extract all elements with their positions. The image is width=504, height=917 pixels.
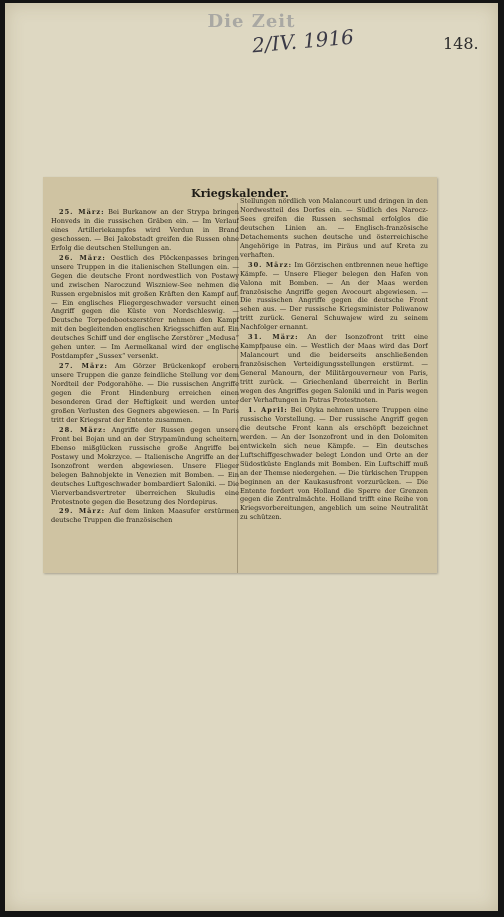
entry-date: 25. März: bbox=[59, 208, 105, 216]
entry-text: Am Görzer Brückenkopf erobern unsere Truppen die ganze feindliche Stellung vor dem Nordteil der Podgorahöhe. — Die russischen Angriffe gegen die Front Hindenburg erreichen einen besonderen Grad der Heftigkeit und werden unter großen Verlusten des Gegners abgewiesen. — In Paris tritt der Kriegsrat der Entente zusammen. bbox=[51, 362, 239, 424]
right-column bbox=[240, 197, 428, 569]
entry-date: 28. März: bbox=[59, 425, 107, 434]
newspaper-title: Die Zeit bbox=[207, 11, 296, 32]
entry-text: Im Görzischen entbrennen neue heftige Kämpfe. — Unsere Flieger belegen den Hafen von Valona mit Bomben. — An der Maas werden französische Angriffe gegen Avocourt abgewiesen. — Die russischen Angriffe gegen die deutsche Front sehen aus. — Der russische Kriegsminister Poliwanow tritt zurück. General Schuwajew wird zu seinem Nachfolger ernannt. bbox=[240, 260, 428, 332]
calendar-entry bbox=[240, 406, 428, 522]
entry-date: 30. März: bbox=[248, 260, 293, 269]
calendar-entry bbox=[240, 197, 428, 260]
entry-text: Auf dem linken Maasufer erstürmen deutsche Truppen die französischen bbox=[51, 507, 239, 525]
archive-page bbox=[5, 3, 498, 911]
left-column bbox=[51, 208, 239, 568]
calendar-entry bbox=[240, 261, 428, 333]
entry-date: 31. März: bbox=[248, 333, 299, 342]
entry-text: Angriffe der Russen gegen unsere Front bei Bojan und an der Strypamündung scheitern. Ebenso mißglücken russische große Angriffe bei Postawy und Mokrzyce. — Italienische Angriffe an der Isonzofront werden abgewiesen. Unsere Flieger belegen Bahnobjekte in Venezien mit Bomben. — Ein deutsches Luftgeschwader bombardiert Saloniki. — Die Vierverbandsvertreter überreichen Skuludis eine Protestnote gegen die Besetzung des Nordepirus. bbox=[51, 425, 239, 506]
entry-date: 1. April: bbox=[248, 405, 288, 414]
entry-text: Bei Olyka nehmen unsere Truppen eine russische Vorstellung. — Der russische Angriff gegen die deutsche Front kann als erschöpft bezeichnet werden. — An der Isonzofront und in den Dolomiten entwickeln sich neue Kämpfe. — Ein deutsches Luftschiffgeschwader belegt London und Orte an der Südostküste Englands mit Bomben. Ein Luftschiff muß an der Themse niedergehen. — Die türkischen Truppen beginnen an der Kaukasusfront vorzurücken. — Die Entente fordert von Holland die Sperre der Grenzen gegen die Zentralmächte. Holland trifft eine Reihe von Kriegsvorbereitungen, angeblich um seine Neutralität zu schützen. bbox=[240, 405, 428, 522]
calendar-entry bbox=[51, 362, 239, 425]
entry-text: An der Isonzofront tritt eine Kampfpause ein. — Westlich der Maas wird das Dorf Malancourt und die beiderseits anschließenden französischen Verteidigungsstellungen erstürmt. — General Manourn, der Militärgouverneur von Paris, tritt zurück. — Griechenland überreicht in Berlin wegen des Angriffes gegen Saloniki und in Paris wegen der Verhaftungen in Patras Protestnoten. bbox=[240, 333, 428, 404]
page-number: 148. bbox=[443, 34, 479, 53]
clipping-title: Kriegskalender. bbox=[191, 187, 289, 200]
entry-text: Bei Burkanow an der Strypa bringen Honveds in die russischen Gräben ein. — Im Verlauf eines Artilleriekampfes wird Verdun in Brand geschossen. — Bei Jakobstadt greifen die Russen ohne Erfolg die deutschen Stellungen an. bbox=[51, 208, 239, 252]
entry-text: Stellungen nördlich von Malancourt und dringen in den Nordwestteil des Dorfes ein. — Südlich des Narocz-Sees greifen die Russen sechsmal erfolglos die deutschen Linien an. — Englisch-französische Detachements suchen deutsche und österreichische Angehörige in Patras, im Piräus und auf Kreta zu verhaften. bbox=[240, 197, 428, 259]
entry-date: 29. März: bbox=[59, 507, 106, 516]
calendar-entry bbox=[51, 426, 239, 507]
calendar-entry bbox=[51, 254, 239, 361]
handwritten-date: 2/IV. 1916 bbox=[251, 24, 355, 58]
entry-date: 26. März: bbox=[59, 253, 106, 262]
entry-text: Oestlich des Plöckenpasses bringen unsere Truppen in die italienischen Stellungen ein. — Gegen die deutsche Front nordwestlich von Postawy und zwischen Naroczund Wiszniew-See nehmen die Russen ergebnislos mit großen Kräften den Kampf auf. — Ein englisches Fliegergeschwader versucht einen Angriff gegen die Küste von Nordschleswig. — Deutsche Torpedobootszerstörer nehmen den Kampf mit den begleitenden englischen Kriegsschiffen auf. Ein deutsches Schiff und der englische Zerstörer „Medusa“ gehen unter. — Im Aermelkanal wird der englische Postdampfer „Sussex“ versenkt. bbox=[51, 253, 239, 361]
calendar-entry bbox=[51, 507, 239, 525]
calendar-entry bbox=[240, 333, 428, 405]
newspaper-clipping bbox=[43, 177, 437, 573]
entry-date: 27. März: bbox=[59, 362, 108, 371]
calendar-entry bbox=[51, 208, 239, 253]
